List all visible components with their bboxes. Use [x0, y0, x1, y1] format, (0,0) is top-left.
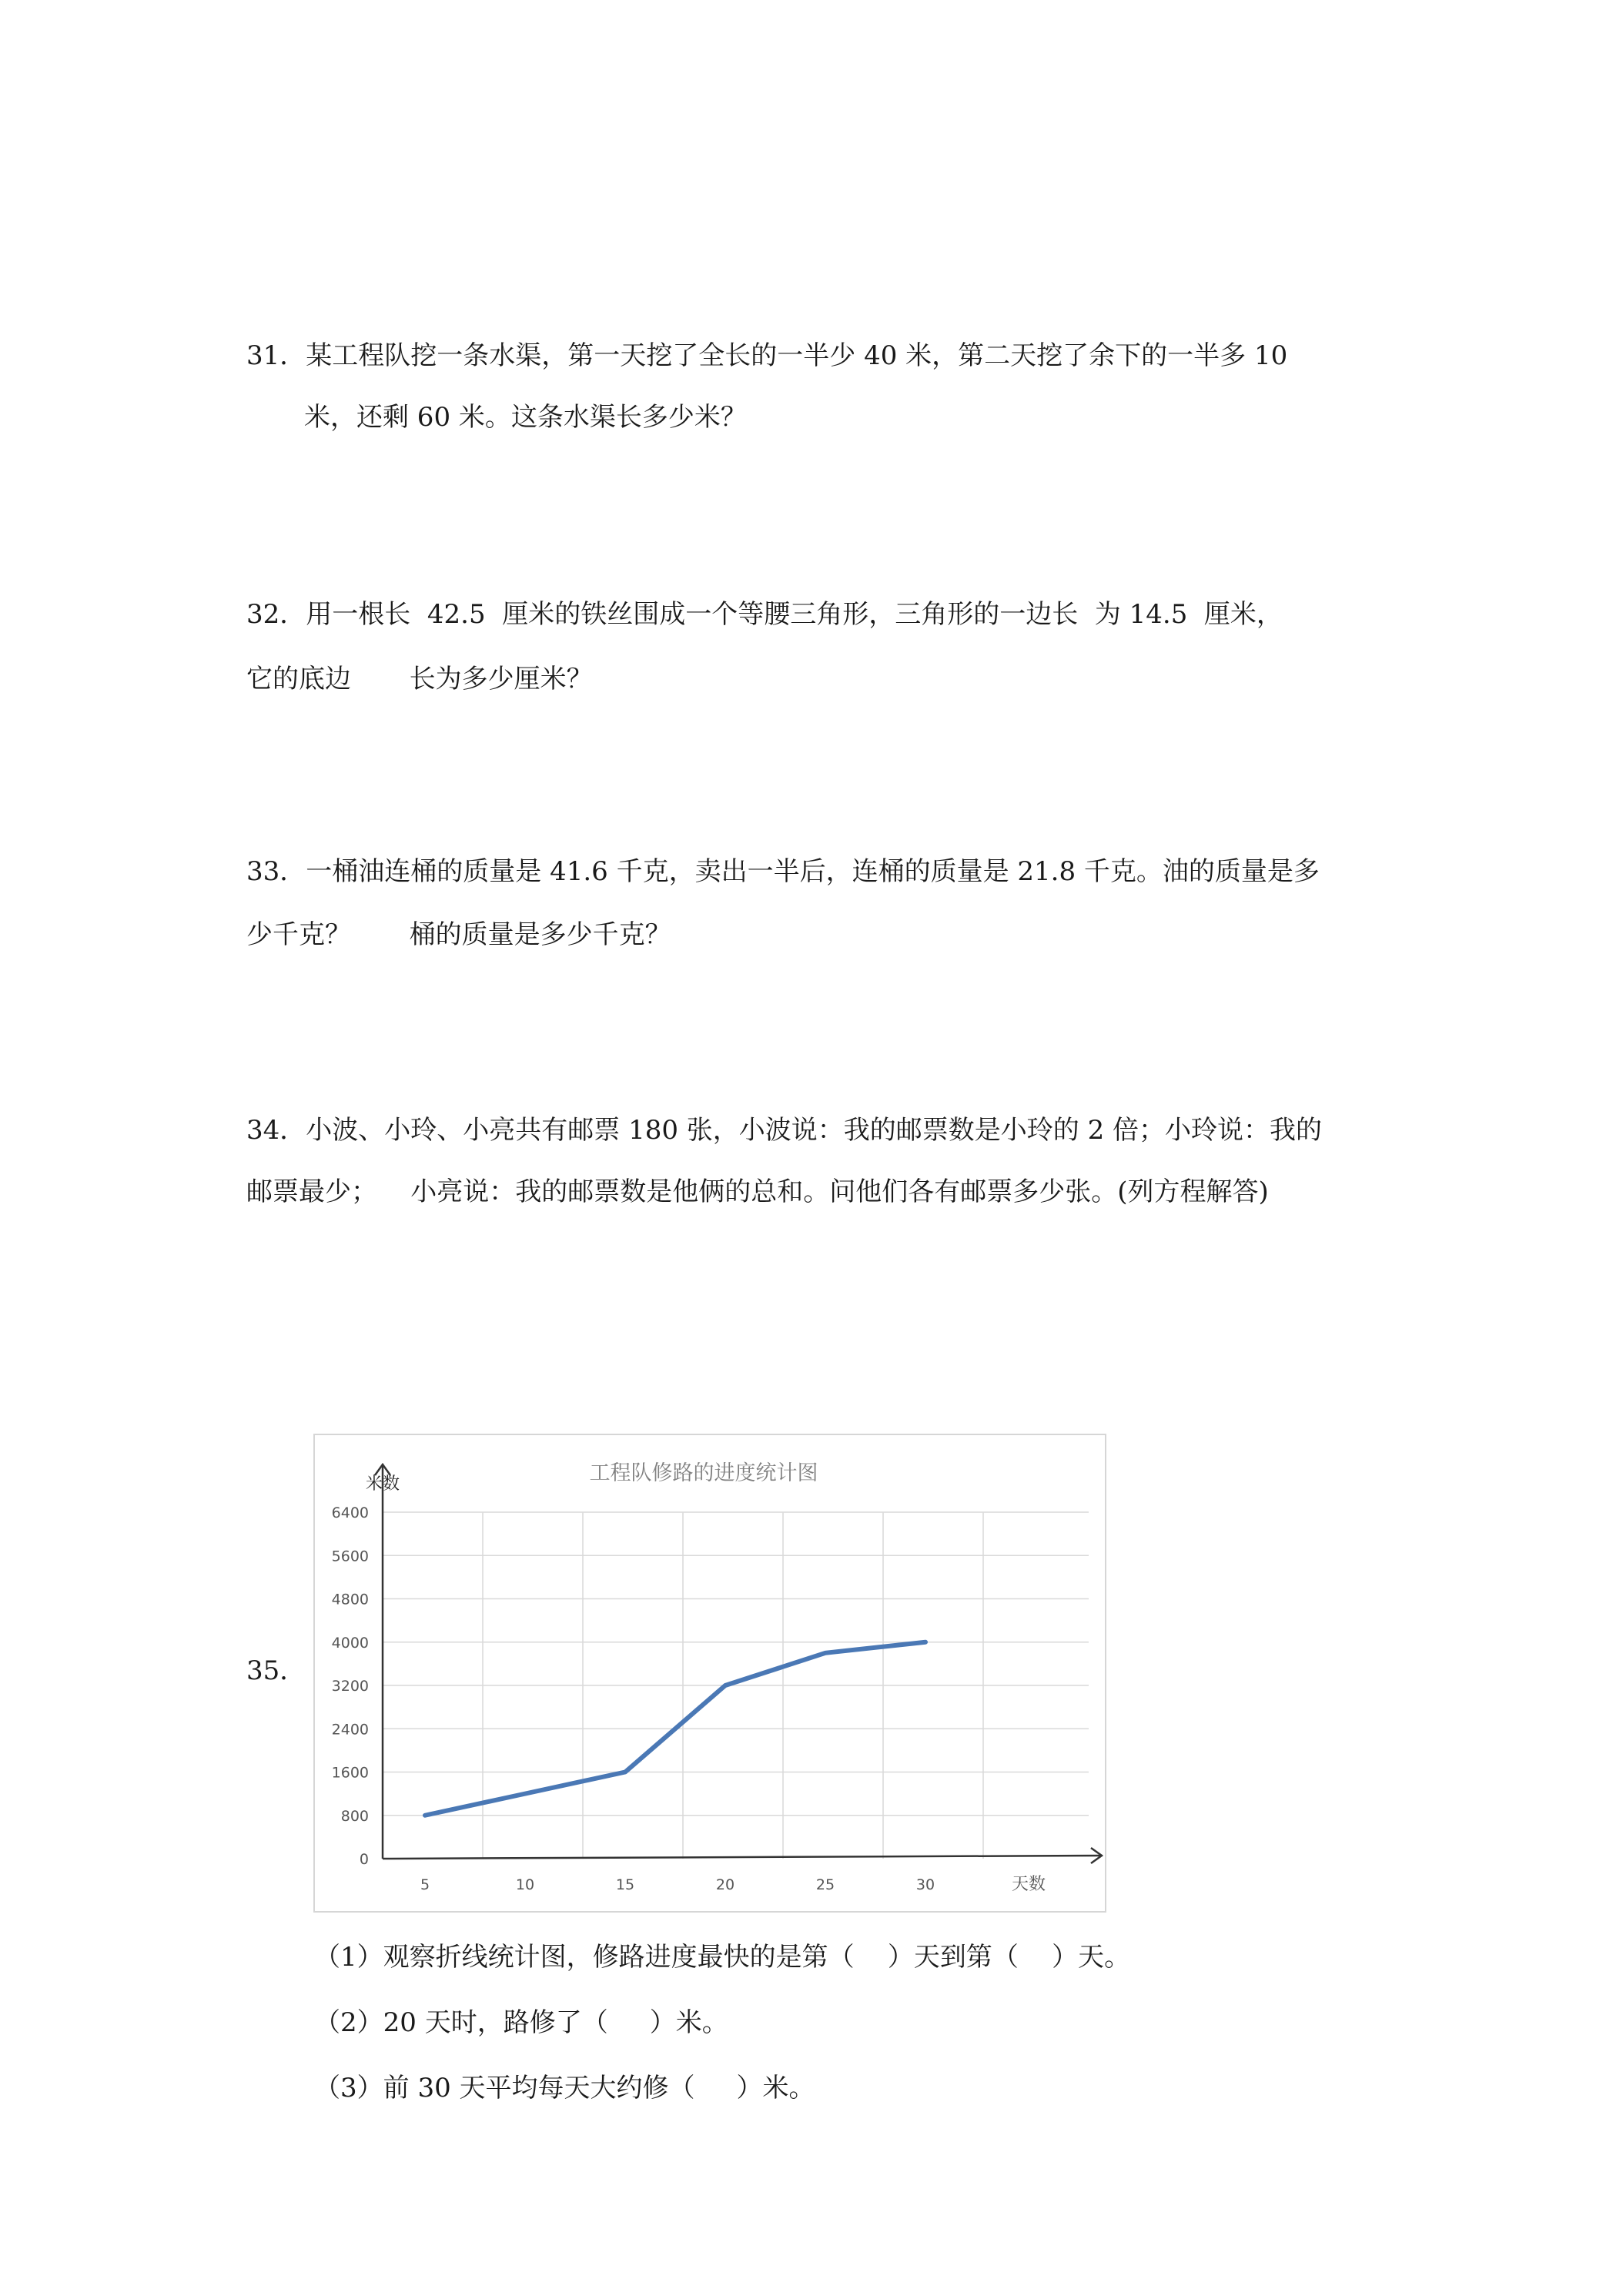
- y-tick-label: 4800: [331, 1591, 369, 1608]
- x-axis: [383, 1856, 1102, 1859]
- x-tick-label: 5: [420, 1876, 430, 1893]
- x-tick-label: 30: [915, 1876, 935, 1893]
- question-34-line-1: 34．小波、小玲、小亮共有邮票 180 张，小波说：我的邮票数是小玲的 2 倍；小玲说：我的: [246, 1115, 1323, 1146]
- question-32-line-2: 它的底边 长为多少厘米？: [246, 664, 593, 694]
- y-tick-label: 3200: [331, 1678, 369, 1695]
- question-31-line-1: 31．某工程队挖一条水渠，第一天挖了全长的一半少 40 米，第二天挖了余下的一半多 10: [246, 340, 1288, 371]
- x-tick-label: 20: [715, 1876, 735, 1893]
- y-tick-label: 5600: [331, 1548, 369, 1565]
- x-axis-label: 天数: [1012, 1875, 1046, 1894]
- question-34-line-2: 邮票最少； 小亮说：我的邮票数是他俩的总和。问他们各有邮票多少张。(列方程解答): [246, 1176, 1269, 1207]
- x-tick-label: 10: [515, 1876, 535, 1893]
- y-tick-labels: [332, 1504, 369, 1868]
- chart-grid: [383, 1512, 1089, 1859]
- x-tick-labels: [420, 1876, 935, 1893]
- progress-line-chart: [313, 1434, 1106, 1913]
- y-tick-label: 4000: [331, 1634, 369, 1652]
- question-31-line-2: 米，还剩 60 米。这条水渠长多少米？: [304, 402, 747, 433]
- y-tick-label: 6400: [331, 1504, 369, 1521]
- question-32-line-1: 32．用一根长 42.5 厘米的铁丝围成一个等腰三角形，三角形的一边长 为 14.5 厘米，: [246, 599, 1283, 630]
- chart-canvas: [315, 1435, 1105, 1911]
- y-tick-label: 800: [340, 1807, 369, 1825]
- question-33-line-1: 33．一桶油连桶的质量是 41.6 千克，卖出一半后，连桶的质量是 21.8 千克。油的质量是多: [246, 856, 1320, 887]
- chart-title: 工程队修路的进度统计图: [589, 1461, 818, 1485]
- x-tick-label: 15: [615, 1876, 635, 1893]
- question-35-sub-1: （1）观察折线统计图，修路进度最快的是第（ ）天到第（ ）天。: [314, 1942, 1131, 1973]
- question-33-line-2: 少千克？ 桶的质量是多少千克？: [246, 919, 671, 950]
- question-35-number: 35．: [246, 1655, 306, 1686]
- y-tick-label: 1600: [331, 1764, 369, 1782]
- question-35-sub-2: （2）20 天时，路修了（ ）米。: [314, 2007, 728, 2038]
- y-tick-label: 0: [359, 1851, 369, 1868]
- y-tick-label: 2400: [331, 1721, 369, 1739]
- question-35-sub-3: （3）前 30 天平均每天大约修（ ）米。: [314, 2073, 815, 2104]
- y-axis-label: 米数: [366, 1474, 400, 1494]
- x-tick-label: 25: [815, 1876, 835, 1893]
